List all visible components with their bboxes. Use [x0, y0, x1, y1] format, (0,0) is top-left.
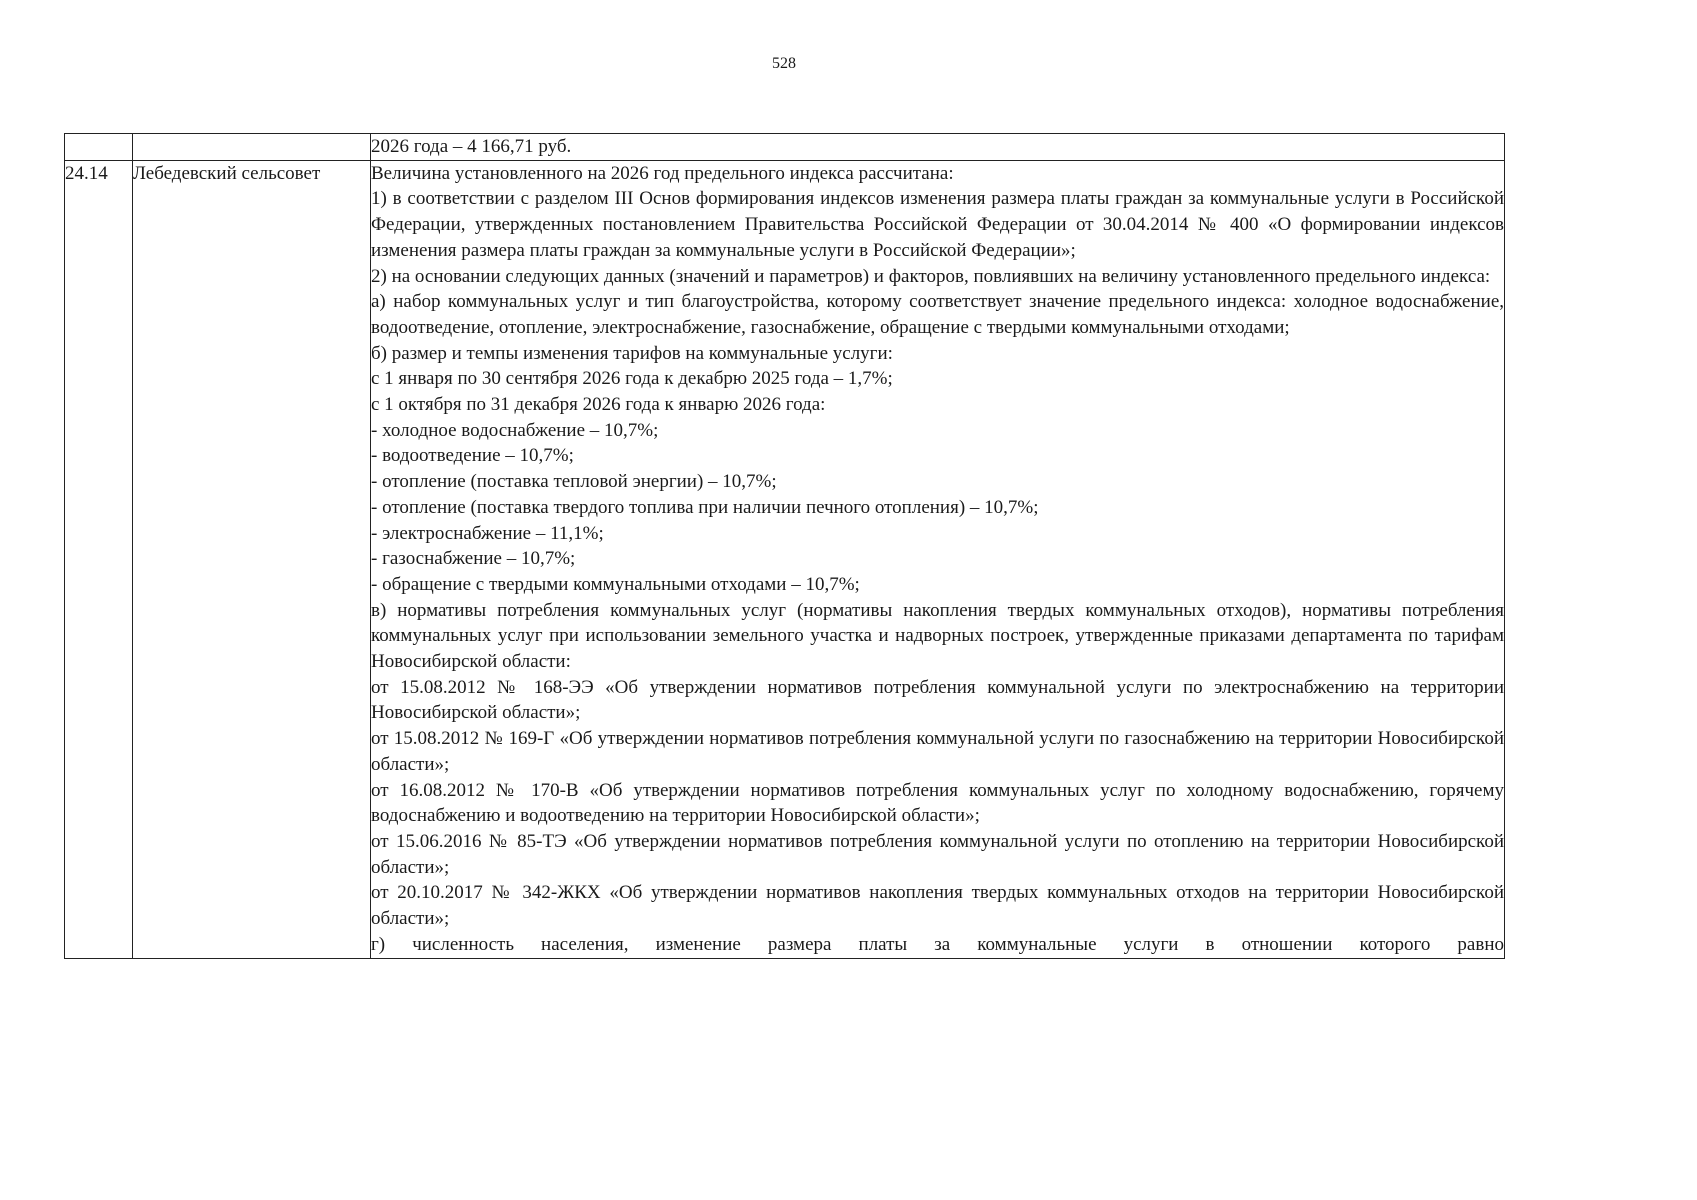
paragraph: 2026 года – 4 166,71 руб.	[371, 136, 572, 157]
list-item: - электроснабжение – 11,1%;	[371, 522, 604, 544]
list-item: - отопление (поставка тепловой энергии) – 10,7%;	[371, 471, 777, 493]
list-item: - холодное водоснабжение – 10,7%;	[371, 419, 659, 441]
list-item: - обращение с твердыми коммунальными отходами – 10,7%;	[371, 573, 860, 595]
paragraph: с 1 января по 30 сентября 2026 года к декабрю 2025 года – 1,7%;	[371, 368, 893, 390]
table-row	[65, 160, 1505, 958]
row-number-cell	[65, 134, 133, 161]
paragraph: г) численность населения, изменение размера платы за коммунальные услуги в отношении которого равно	[371, 933, 1504, 955]
municipality-name-cell	[133, 134, 371, 161]
paragraph: а) набор коммунальных услуг и тип благоустройства, которому соответствует значение предельного индекса: холодное водоснабжение, водоотведение, отопление, электроснабжение, газоснабжение, обращение с твердыми коммунальными отходами;	[371, 291, 1504, 338]
paragraph: от 20.10.2017 № 342-ЖКХ «Об утверждении нормативов накопления твердых коммунальных отходов на территории Новосибирской области»;	[371, 882, 1504, 930]
page-number: 528	[772, 55, 796, 72]
tariff-index-table	[64, 133, 1505, 959]
paragraph: Величина установленного на 2026 год предельного индекса рассчитана:	[371, 162, 954, 184]
description-cell	[371, 160, 1505, 958]
paragraph: в) нормативы потребления коммунальных услуг (нормативы накопления твердых коммунальных отходов), нормативы потребления коммунальных услуг при использовании земельного участка и надворных построек, утвержденные приказами департамента по тарифам Новосибирской области:	[371, 599, 1504, 673]
paragraph: 1) в соответствии с разделом III Основ формирования индексов изменения размера платы граждан за коммунальные услуги в Российской Федерации, утвержденных постановлением Правительства Российской Федерации от 30.04.2014 № 400 «О формировании индексов изменения размера платы граждан за коммунальные услуги в Российской Федерации»;	[371, 188, 1504, 261]
paragraph: от 16.08.2012 № 170-В «Об утверждении нормативов потребления коммунальных услуг по холодному водоснабжению, горячему водоснабжению и водоотведению на территории Новосибирской области»;	[371, 779, 1504, 827]
paragraph: от 15.06.2016 № 85-ТЭ «Об утверждении нормативов потребления коммунальной услуги по отоплению на территории Новосибирской области»;	[371, 830, 1504, 878]
list-item: - газоснабжение – 10,7%;	[371, 548, 576, 570]
paragraph: от 15.08.2012 № 169-Г «Об утверждении нормативов потребления коммунальной услуги по газоснабжению на территории Новосибирской области»;	[371, 728, 1504, 775]
paragraph: 2) на основании следующих данных (значений и параметров) и факторов, повлиявших на величину установленного предельного индекса:	[371, 265, 1491, 287]
paragraph: с 1 октября по 31 декабря 2026 года к январю 2026 года:	[371, 394, 826, 416]
description-cell	[371, 134, 1505, 161]
row-number-cell: 24.14	[65, 160, 133, 958]
list-item: - отопление (поставка твердого топлива при наличии печного отопления) – 10,7%;	[371, 496, 1039, 518]
list-item: - водоотведение – 10,7%;	[371, 445, 574, 467]
paragraph: от 15.08.2012 № 168-ЭЭ «Об утверждении нормативов потребления коммунальной услуги по электроснабжению на территории Новосибирской области»;	[371, 676, 1504, 724]
paragraph: б) размер и темпы изменения тарифов на коммунальные услуги:	[371, 342, 893, 364]
municipality-name-cell: Лебедевский сельсовет	[133, 160, 371, 958]
table-row	[65, 134, 1505, 161]
